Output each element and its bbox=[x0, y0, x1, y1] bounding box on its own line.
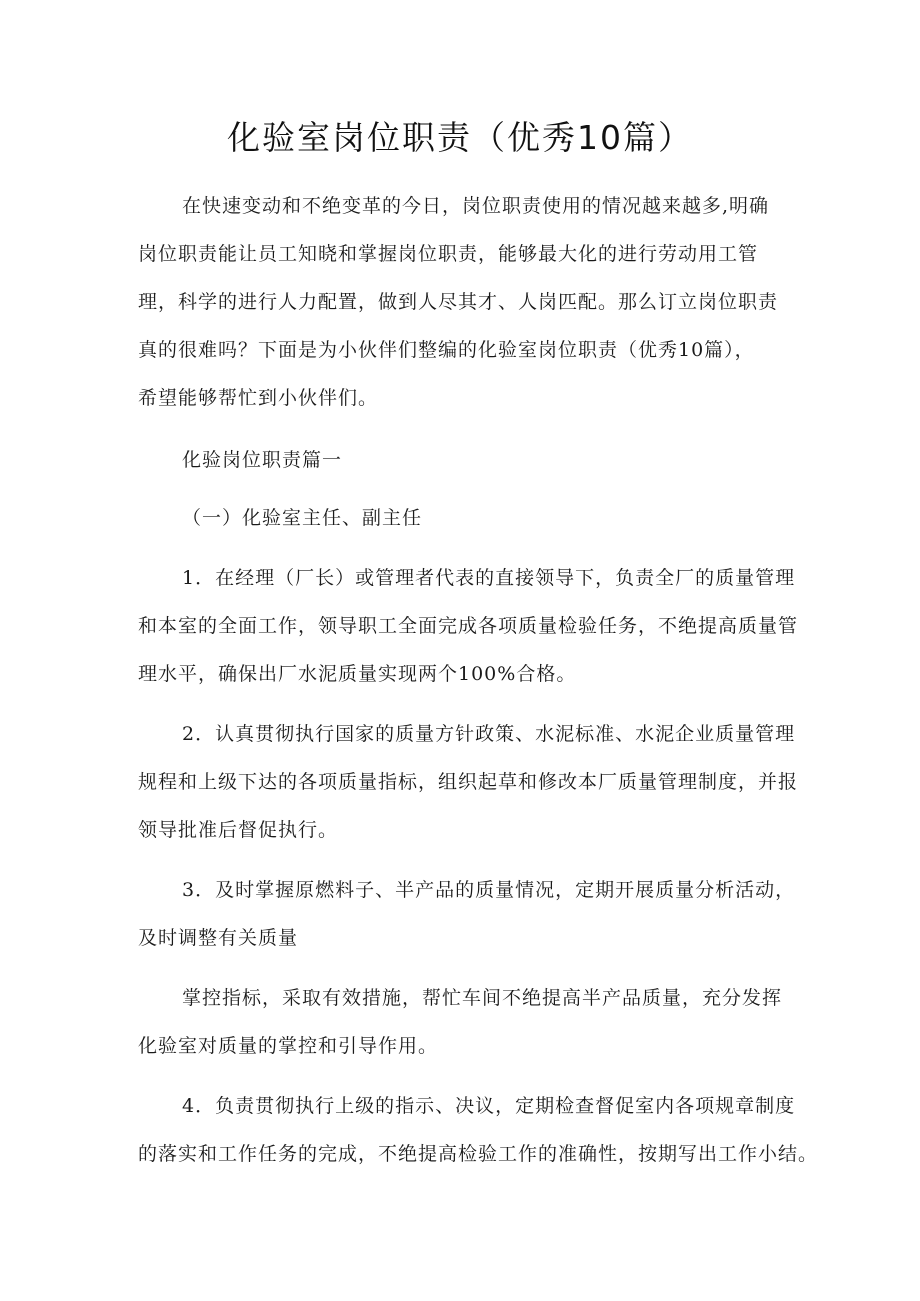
paragraph-line: 4．负责贯彻执行上级的指示、决议，定期检查督促室内各项规章制度 bbox=[182, 1095, 796, 1117]
paragraph-line: 理，科学的进行人力配置，做到人尽其才、人岗匹配。那么订立岗位职责 bbox=[138, 291, 779, 313]
paragraph-line: 规程和上级下达的各项质量指标，组织起草和修改本厂质量管理制度，并报 bbox=[138, 771, 799, 793]
paragraph-line: 3．及时掌握原燃料子、半产品的质量情况，定期开展质量分析活动， bbox=[182, 879, 796, 901]
paragraph-line: 的落实和工作任务的完成，不绝提高检验工作的准确性，按期写出工作小结。 bbox=[138, 1143, 819, 1165]
paragraph-line: 真的很难吗？下面是为小伙伴们整编的化验室岗位职责（优秀10篇）， bbox=[138, 339, 755, 361]
subsection-heading: （一）化验室主任、副主任 bbox=[182, 507, 423, 529]
paragraph-line: 化验室对质量的掌控和引导作用。 bbox=[138, 1035, 439, 1057]
paragraph-line: 领导批准后督促执行。 bbox=[138, 819, 339, 841]
paragraph-line: 在快速变动和不绝变革的今日，岗位职责使用的情况越来越多,明确 bbox=[182, 195, 770, 217]
paragraph-line: 及时调整有关质量 bbox=[138, 927, 299, 949]
section-heading: 化验岗位职责篇一 bbox=[182, 449, 343, 471]
paragraph-line: 岗位职责能让员工知晓和掌握岗位职责，能够最大化的进行劳动用工管 bbox=[138, 243, 759, 265]
paragraph-line: 1．在经理（厂长）或管理者代表的直接领导下，负责全厂的质量管理 bbox=[182, 567, 796, 589]
paragraph-line: 理水平，确保出厂水泥质量实现两个100%合格。 bbox=[138, 663, 577, 685]
paragraph-line: 2．认真贯彻执行国家的质量方针政策、水泥标准、水泥企业质量管理 bbox=[182, 723, 796, 745]
paragraph-line: 希望能够帮忙到小伙伴们。 bbox=[138, 387, 379, 409]
document-title: 化验室岗位职责（优秀10篇） bbox=[227, 118, 693, 157]
paragraph-line: 掌控指标，采取有效措施，帮忙车间不绝提高半产品质量，充分发挥 bbox=[182, 987, 783, 1009]
paragraph-line: 和本室的全面工作，领导职工全面完成各项质量检验任务，不绝提高质量管 bbox=[138, 615, 799, 637]
